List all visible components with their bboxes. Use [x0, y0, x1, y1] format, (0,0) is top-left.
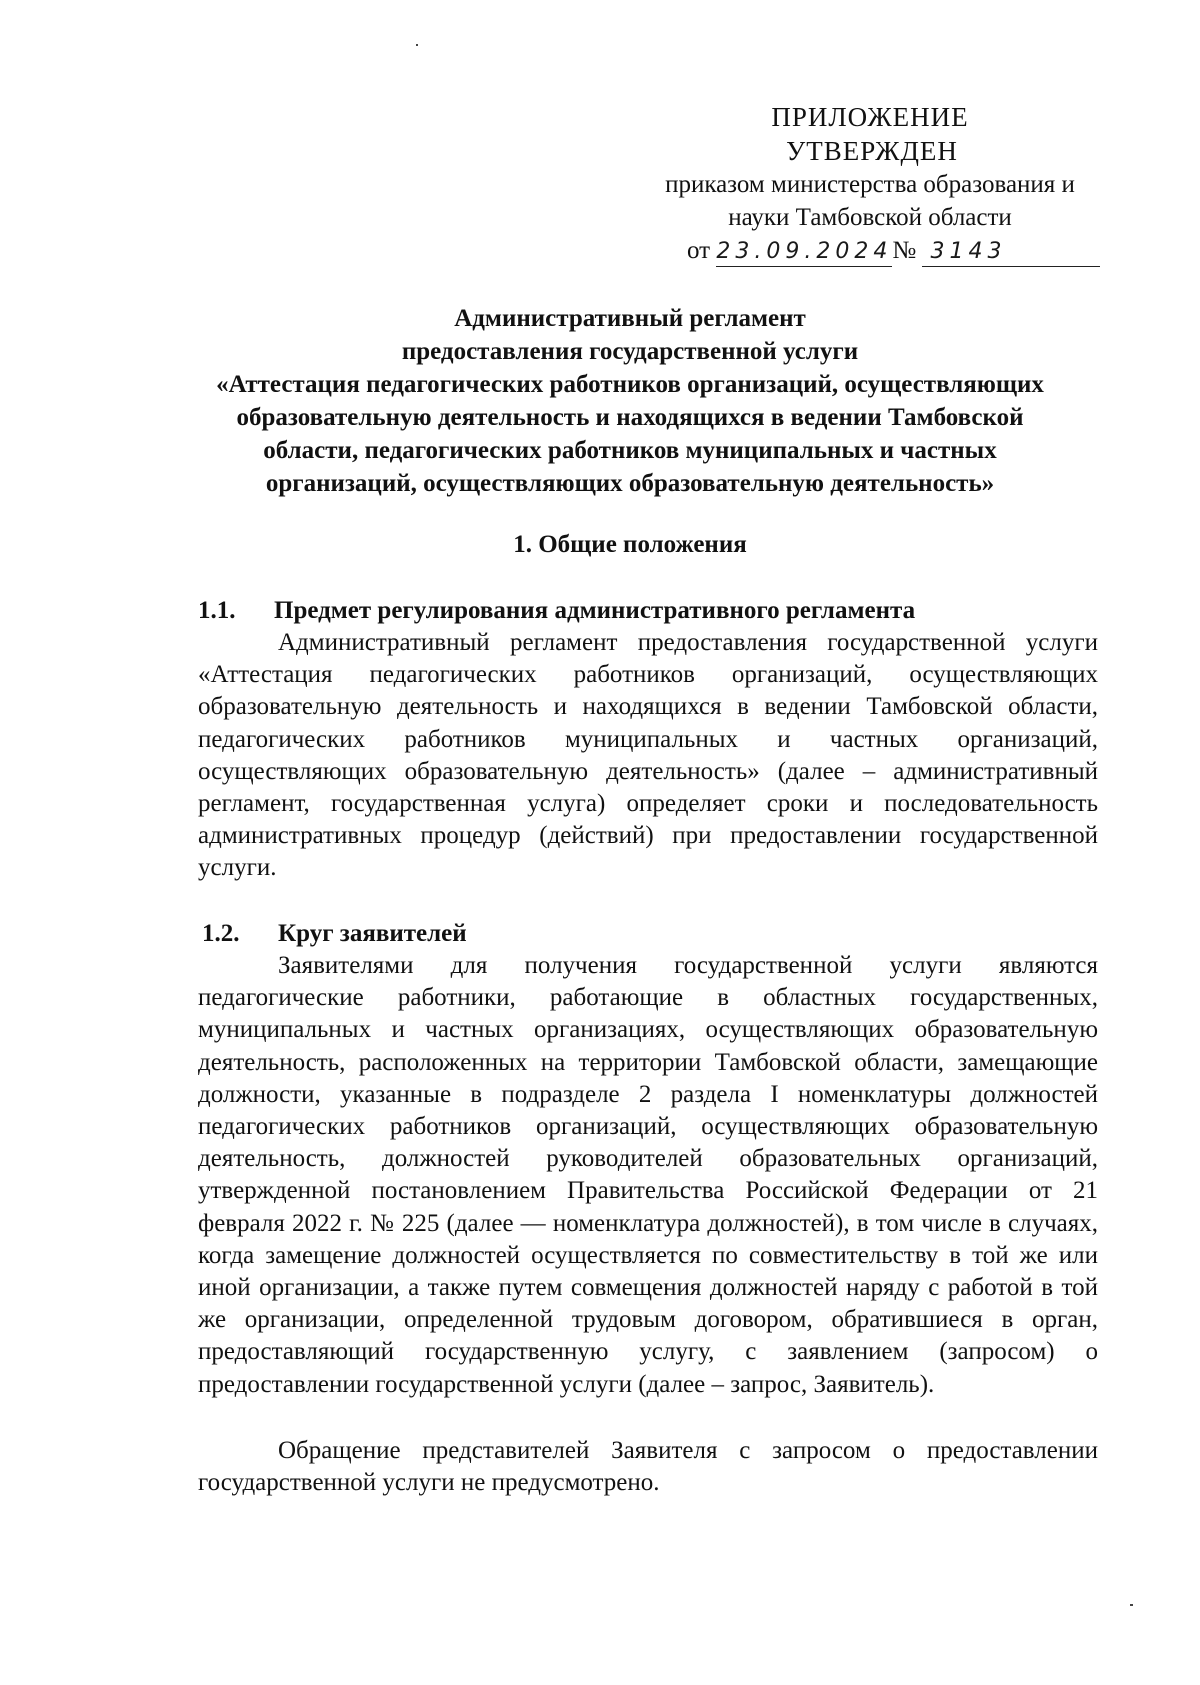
subsection-number: 1.1.: [198, 597, 236, 624]
number-sign: №: [892, 237, 917, 264]
approved-label: УТВЕРЖДЕН: [786, 136, 958, 166]
scan-mark-top: [416, 44, 418, 46]
paragraph-regulation-subject: Административный регламент предоставления государственной услуги «Аттестация педагогических работников организаций, осуществляющих образовательную деятельность и находящихся в ведении Тамбовской области, педагогических работников муниципальных и частных организаций, осуществляющих образовательную деятельность» (далее – административный регламент, государственная услуга) определяет сроки и последовательность административных процедур (действий) при предоставлении государственной услуги.: [198, 629, 1098, 882]
appendix-label: ПРИЛОЖЕНИЕ: [771, 102, 969, 132]
handwritten-date: 23.09.2024: [716, 238, 892, 267]
title-line: Административный регламент: [454, 305, 806, 332]
order-date-number-line: [610, 234, 1130, 267]
subsection-heading-1-2: [202, 917, 467, 950]
paragraph-representatives: Обращение представителей Заявителя с запросом о предоставлении государственной услуги не предусмотрено.: [198, 1437, 1098, 1497]
order-issuer-line2: науки Тамбовской области: [728, 204, 1012, 231]
subsection-heading-1-1: [198, 594, 915, 627]
subsection-number: 1.2.: [202, 920, 240, 947]
from-label: от: [687, 237, 711, 264]
title-line: образовательную деятельность и находящихся в ведении Тамбовской: [236, 404, 1024, 431]
title-line: области, педагогических работников муниципальных и частных: [263, 437, 997, 464]
title-line: организаций, осуществляющих образовательную деятельность»: [265, 470, 995, 497]
subsection-title: Предмет регулирования административного регламента: [274, 597, 916, 624]
paragraph-applicants: Заявителями для получения государственной услуги являются педагогические работники, работающие в областных государственных, муниципальных и частных организациях, осуществляющих образовательную деятельность, расположенных на территории Тамбовской области, замещающие должности, указанные в подразделе 2 раздела I номенклатуры должностей педагогических работников организаций, осуществляющих образовательную деятельность, должностей руководителей образовательных организаций, утвержденной постановлением Правительства Российской Федерации от 21 февраля 2022 г. № 225 (далее — номенклатура должностей), в том числе в случаях, когда замещение должностей осуществляется по совместительству в той же или иной организации, а также путем совмещения должностей наряду с работой в той же организации, определенной трудовым договором, обратившиеся в орган, предоставляющий государственную услугу, с заявлением (запросом) о предоставлении государственной услуги (далее – запрос, Заявитель).: [198, 952, 1098, 1398]
approval-block: [610, 100, 1130, 267]
title-line: «Аттестация педагогических работников организаций, осуществляющих: [216, 371, 1044, 398]
title-line: предоставления государственной услуги: [401, 338, 859, 365]
handwritten-number: 3143: [922, 238, 1100, 267]
order-issuer-line1: приказом министерства образования и: [665, 171, 1075, 198]
section-heading-general: 1. Общие положения: [513, 531, 747, 558]
subsection-title: Круг заявителей: [278, 920, 467, 947]
document-title: [190, 302, 1070, 500]
scan-mark-bottom: [1130, 1604, 1133, 1606]
